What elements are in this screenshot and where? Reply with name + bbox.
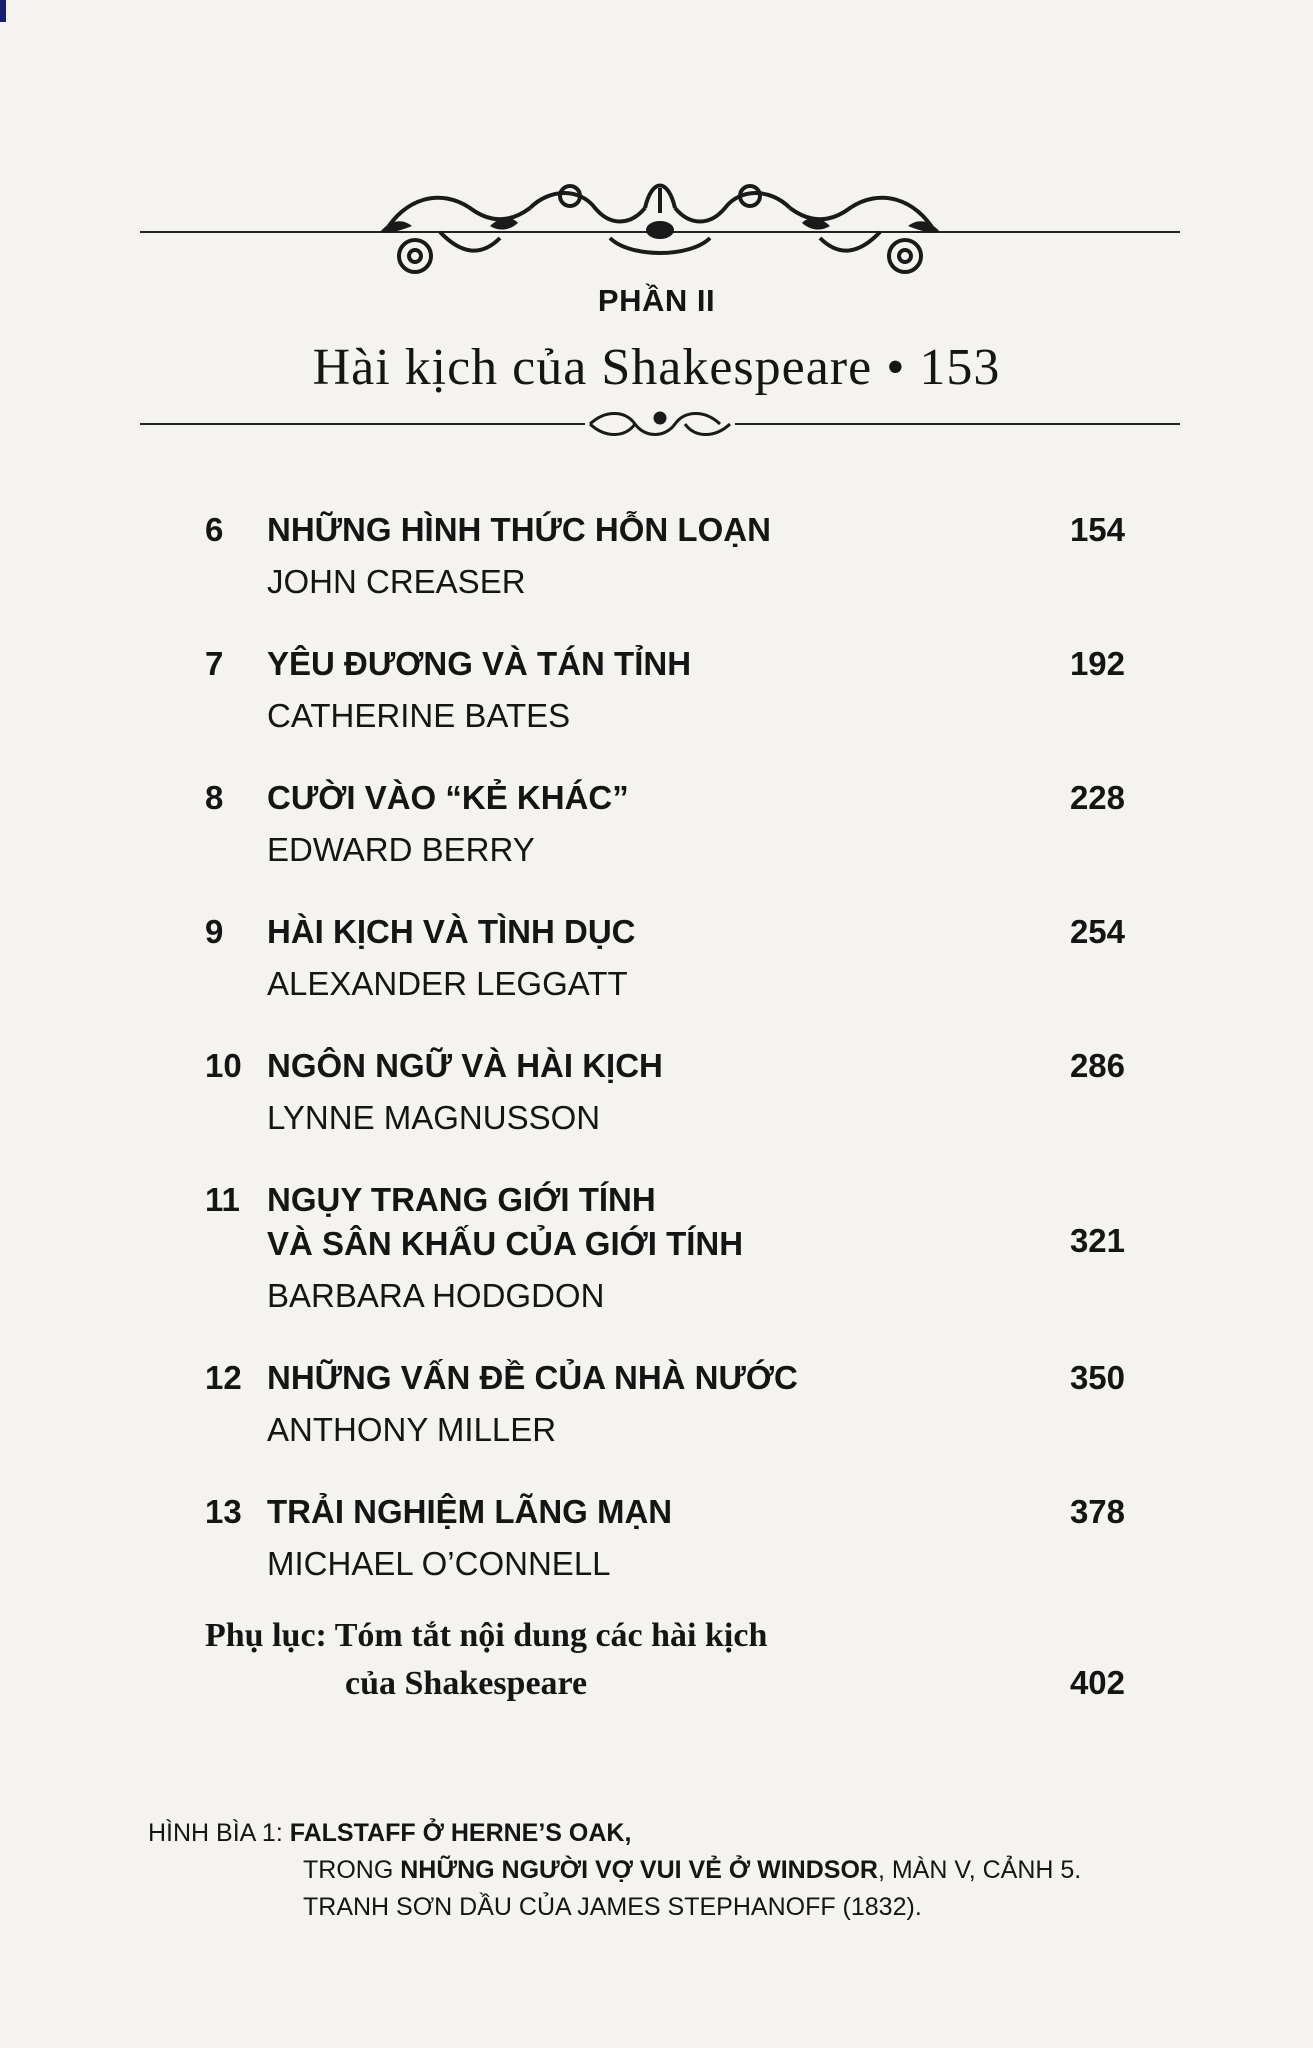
caption-line3: TRANH SƠN DẦU CỦA JAMES STEPHANOFF (1832). — [303, 1893, 922, 1921]
table-of-contents — [205, 508, 1125, 1624]
page-number: 286 — [1069, 1047, 1125, 1084]
page-number: 350 — [1069, 1359, 1125, 1396]
chapter-author: EDWARD BERRY — [267, 831, 535, 868]
toc-entry — [205, 642, 1125, 738]
chapter-author: MICHAEL O’CONNELL — [267, 1545, 611, 1582]
caption-work: FALSTAFF Ở HERNE’S OAK, — [289, 1819, 632, 1847]
chapter-title-continued: VÀ SÂN KHẤU CỦA GIỚI TÍNH — [267, 1225, 744, 1262]
ornament-top — [140, 168, 1180, 288]
corner-mark — [0, 0, 6, 22]
chapter-author: ALEXANDER LEGGATT — [267, 965, 628, 1002]
toc-entry — [205, 1178, 1125, 1318]
chapter-number: 9 — [205, 913, 224, 950]
chapter-title: NHỮNG VẤN ĐỀ CỦA NHÀ NƯỚC — [267, 1359, 798, 1396]
page-number: 192 — [1069, 645, 1125, 682]
chapter-number: 13 — [205, 1493, 242, 1530]
page-number: 228 — [1069, 779, 1125, 816]
ornament-bottom — [140, 400, 1180, 450]
page-number: 321 — [1069, 1222, 1125, 1259]
cover-caption — [148, 1815, 1148, 1926]
chapter-author: CATHERINE BATES — [267, 697, 571, 734]
chapter-author: JOHN CREASER — [267, 563, 526, 600]
chapter-title: NHỮNG HÌNH THỨC HỖN LOẠN — [267, 511, 771, 548]
chapter-number: 8 — [205, 779, 224, 816]
caption-line2-pre: TRONG — [303, 1856, 394, 1884]
toc-entry — [205, 776, 1125, 872]
chapter-number: 12 — [205, 1359, 242, 1396]
chapter-title: NGÔN NGỮ VÀ HÀI KỊCH — [267, 1047, 663, 1084]
chapter-title: CƯỜI VÀO “KẺ KHÁC” — [267, 779, 629, 816]
appendix-title: Phụ lục: Tóm tắt nội dung các hài kịch — [205, 1617, 768, 1654]
toc-entry — [205, 1356, 1125, 1452]
caption-prefix: HÌNH BÌA 1: — [148, 1819, 283, 1847]
chapter-title: HÀI KỊCH VÀ TÌNH DỤC — [267, 913, 636, 950]
toc-entry — [205, 1490, 1125, 1586]
chapter-author: LYNNE MAGNUSSON — [267, 1099, 601, 1136]
chapter-title: TRẢI NGHIỆM LÃNG MẠN — [267, 1493, 673, 1530]
page-number: 254 — [1069, 913, 1125, 950]
appendix-entry — [205, 1612, 1125, 1708]
chapter-title: YÊU ĐƯƠNG VÀ TÁN TỈNH — [267, 645, 692, 682]
toc-entry — [205, 508, 1125, 604]
chapter-number: 6 — [205, 511, 224, 548]
chapter-number: 10 — [205, 1047, 242, 1084]
chapter-author: ANTHONY MILLER — [267, 1411, 557, 1448]
chapter-number: 11 — [205, 1181, 240, 1218]
appendix-title-continued: của Shakespeare — [345, 1665, 588, 1702]
caption-line2-post: , MÀN V, CẢNH 5. — [877, 1856, 1082, 1884]
part-label: PHẦN II — [597, 283, 716, 318]
appendix-page-number: 402 — [1069, 1664, 1125, 1701]
caption-play: NHỮNG NGƯỜI VỢ VUI VẺ Ở WINDSOR — [400, 1856, 878, 1884]
toc-entry — [205, 1044, 1125, 1140]
toc-entry — [205, 910, 1125, 1006]
chapter-title: NGỤY TRANG GIỚI TÍNH — [267, 1181, 656, 1218]
page-number: 154 — [1069, 511, 1125, 548]
page-number: 378 — [1069, 1493, 1125, 1530]
part-title: Hài kịch của Shakespeare • 153 — [312, 339, 1001, 396]
chapter-author: BARBARA HODGDON — [267, 1277, 605, 1314]
chapter-number: 7 — [205, 645, 224, 682]
